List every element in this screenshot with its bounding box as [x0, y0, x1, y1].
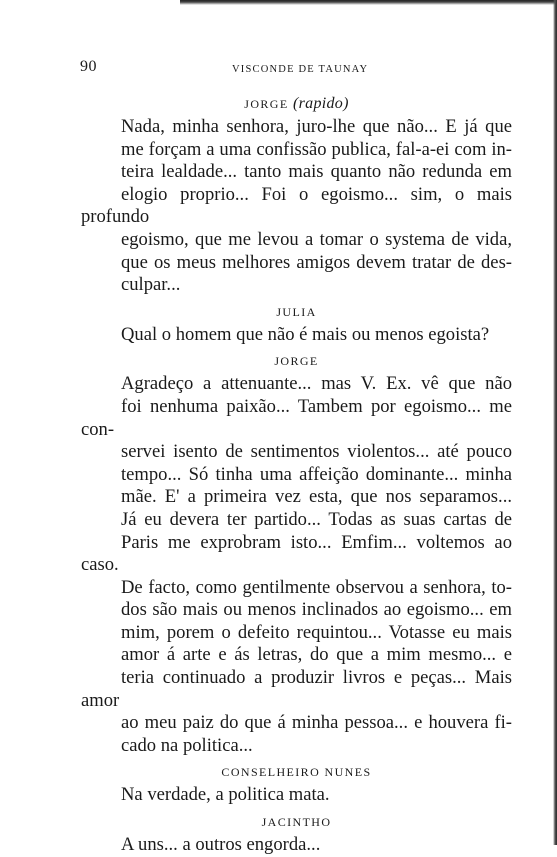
- speech-paragraph: [81, 834, 512, 857]
- speaker-name: JORGE: [274, 354, 319, 369]
- speaker-heading: [81, 304, 512, 320]
- text-line: elogio proprio... Foi o egoismo... sim, o mais profundo: [81, 183, 512, 228]
- text-line: amor á arte e ás letras, do que a mim mesmo... e: [121, 644, 512, 666]
- text-line: Já eu devera ter partido... Todas as suas cartas de: [121, 508, 512, 530]
- text-line: mim, porem o defeito requintou... Votasse eu mais: [121, 621, 512, 643]
- speaker-heading: [81, 764, 512, 780]
- text-line: Paris me exprobram isto... Emfim... voltemos ao caso.: [81, 531, 512, 576]
- text-line: mãe. E' a primeira vez esta, que nos separamos...: [121, 486, 512, 508]
- text-line: cado na politica...: [121, 734, 253, 756]
- speaker-name: JULIA: [276, 304, 317, 319]
- text-line: que os meus melhores amigos devem tratar de des-: [121, 251, 512, 273]
- text-line: teira lealdade... tanto mais quanto não redunda em: [121, 161, 512, 183]
- text-line: me forçam a uma confissão publica, fal-a-ei com in-: [121, 138, 512, 160]
- speaker-name: JACINTHO: [261, 815, 332, 830]
- speaker-heading: [81, 353, 512, 369]
- speech-paragraph: [81, 373, 512, 757]
- page-right-edge-shadow: [553, 0, 557, 845]
- text-line: A uns... a outros engorda...: [121, 834, 321, 856]
- text-line: teria continuado a produzir livros e peças... Mais amor: [81, 667, 512, 711]
- text-line: Nada, minha senhora, juro-lhe que não... E já que: [121, 116, 512, 137]
- stage-direction: (rapido): [293, 95, 349, 112]
- text-line: culpar...: [121, 274, 181, 296]
- text-line: foi nenhuma paixão... Tambem por egoismo... me con-: [81, 395, 512, 440]
- speaker-heading: [81, 814, 512, 830]
- text-line: Na verdade, a politica mata.: [121, 784, 330, 806]
- speaker-name: CONSELHEIRO NUNES: [221, 765, 372, 780]
- text-line: ao meu paiz do que á minha pessoa... e houvera fi-: [121, 712, 512, 734]
- speech-paragraph: [81, 116, 512, 297]
- speaker-heading: [81, 96, 512, 112]
- text-line: Qual o homem que não é mais ou menos egoista?: [121, 323, 490, 345]
- text-line: egoismo, que me levou a tomar o systema de vida,: [121, 228, 512, 250]
- text-line: De facto, como gentilmente observou a senhora, to-: [121, 576, 512, 598]
- speaker-name: JORGE: [244, 97, 289, 111]
- speech-paragraph: [81, 784, 512, 807]
- text-line: servei isento de sentimentos violentos... até pouco: [121, 441, 512, 463]
- speech-paragraph: [81, 324, 512, 347]
- page-number: 90: [80, 58, 97, 75]
- page-body: [81, 96, 512, 857]
- running-head: VISCONDE DE TAUNAY: [232, 64, 369, 75]
- text-line: Agradeço a attenuante... mas V. Ex. vê que não: [121, 373, 512, 395]
- page-top-edge-shadow: [180, 0, 557, 5]
- text-line: dos são mais ou menos inclinados ao egoismo... em: [121, 599, 512, 621]
- text-line: tempo... Só tinha uma affeição dominante... minha: [121, 463, 512, 485]
